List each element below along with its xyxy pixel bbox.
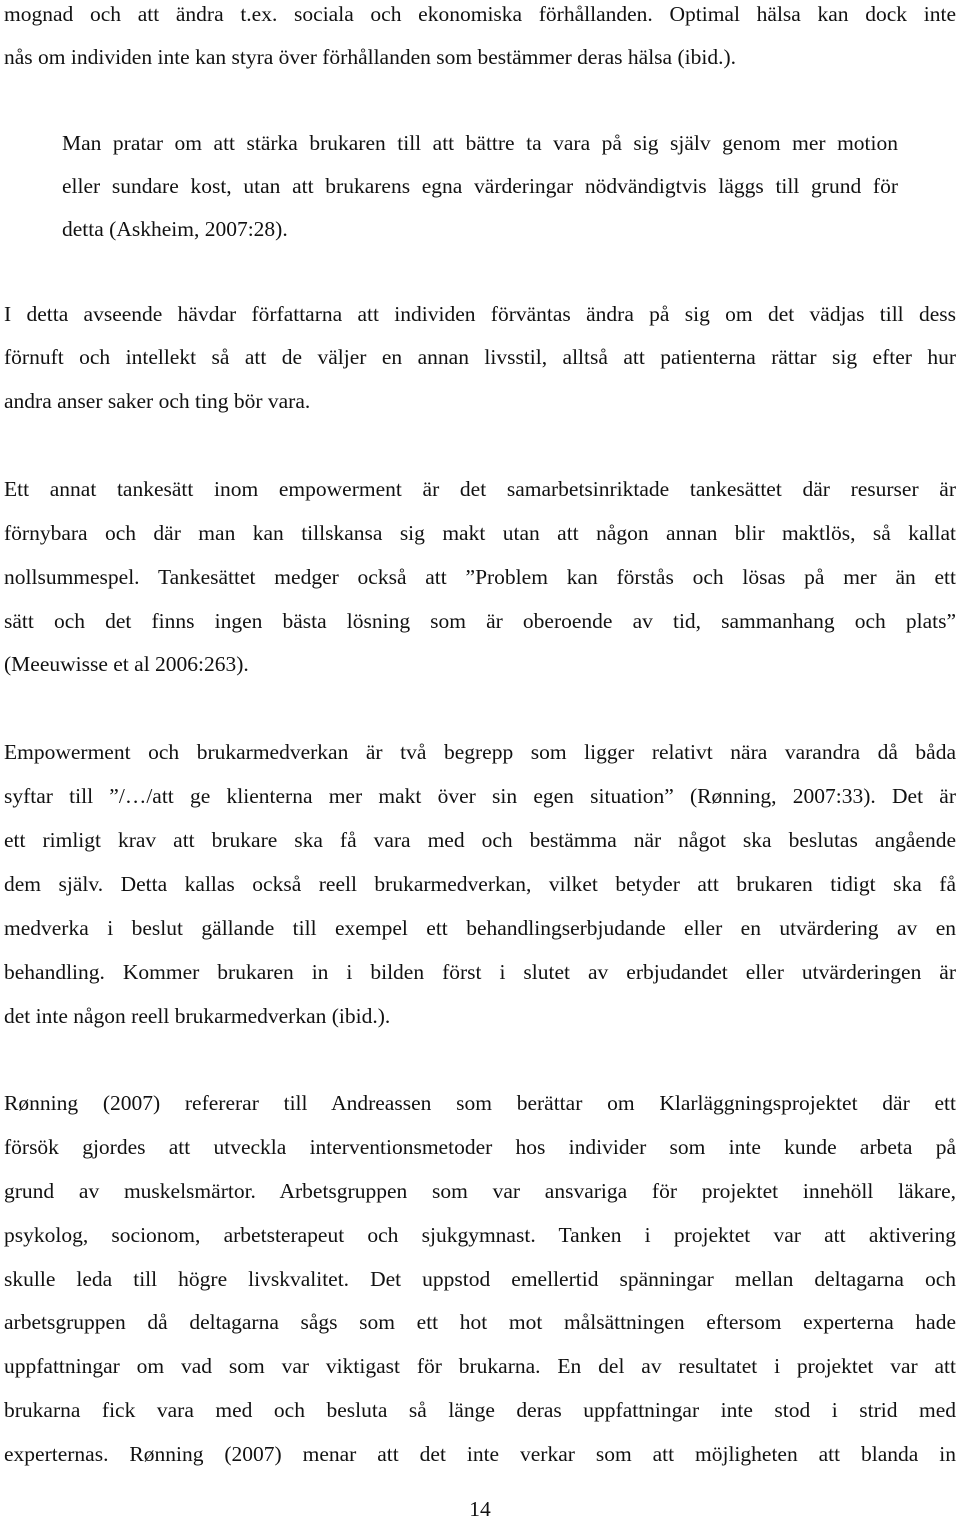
quote-line-2: eller sundare kost, utan att brukarens egna värderingar nödvändigtvis läggs till grund för (62, 174, 898, 198)
paragraph-4-line-4: dem själv. Detta kallas också reell brukarmedverkan, vilket betyder att brukaren tidigt ska få (4, 872, 956, 896)
paragraph-3-line-2: förnybara och där man kan tillskansa sig makt utan att någon annan blir maktlös, så kallat (4, 521, 956, 545)
paragraph-4-line-1: Empowerment och brukarmedverkan är två begrepp som ligger relativt nära varandra då båda (4, 740, 956, 764)
paragraph-2-line-2: förnuft och intellekt så att de väljer en annan livsstil, alltså att patienterna rättar sig efter hur (4, 345, 956, 369)
quote-line-3: detta (Askheim, 2007:28). (62, 217, 288, 241)
paragraph-5-line-2: försök gjordes att utveckla interventionsmetoder hos individer som inte kunde arbeta på (4, 1135, 956, 1159)
quote-line-1: Man pratar om att stärka brukaren till att bättre ta vara på sig själv genom mer motion (62, 131, 898, 155)
paragraph-2-line-1: I detta avseende hävdar författarna att individen förväntas ändra på sig om det vädjas till dess (4, 302, 956, 326)
paragraph-5-line-3: grund av muskelsmärtor. Arbetsgruppen som var ansvariga för projektet innehöll läkare, (4, 1179, 956, 1203)
paragraph-5-line-7: uppfattningar om vad som var viktigast för brukarna. En del av resultatet i projektet var att (4, 1354, 956, 1378)
paragraph-3-line-1: Ett annat tankesätt inom empowerment är det samarbetsinriktade tankesättet där resurser är (4, 477, 956, 501)
paragraph-1-line-1: mognad och att ändra t.ex. sociala och ekonomiska förhållanden. Optimal hälsa kan dock inte (4, 2, 956, 26)
paragraph-2-line-3: andra anser saker och ting bör vara. (4, 389, 311, 413)
paragraph-4-line-7: det inte någon reell brukarmedverkan (ibid.). (4, 1004, 391, 1028)
paragraph-5-line-6: arbetsgruppen då deltagarna sågs som ett hot mot målsättningen eftersom experterna hade (4, 1310, 956, 1334)
paragraph-4-line-2: syftar till ”/…/att ge klienterna mer makt över sin egen situation” (Rønning, 2007:33). Det är (4, 784, 956, 808)
paragraph-5-line-9: experternas. Rønning (2007) menar att det inte verkar som att möjligheten att blanda in (4, 1442, 956, 1466)
paragraph-5-line-4: psykolog, socionom, arbetsterapeut och sjukgymnast. Tanken i projektet var att aktivering (4, 1223, 956, 1247)
paragraph-3-line-4: sätt och det finns ingen bästa lösning som är oberoende av tid, sammanhang och plats” (4, 609, 956, 633)
paragraph-5-line-1: Rønning (2007) refererar till Andreassen som berättar om Klarläggningsprojektet där ett (4, 1091, 956, 1115)
paragraph-3-line-5: (Meeuwisse et al 2006:263). (4, 652, 249, 676)
paragraph-4-line-6: behandling. Kommer brukaren in i bilden först i slutet av erbjudandet eller utvärderingen är (4, 960, 956, 984)
paragraph-5-line-8: brukarna fick vara med och besluta så länge deras uppfattningar inte stod i strid med (4, 1398, 956, 1422)
page-number: 14 (469, 1497, 491, 1521)
paragraph-4-line-5: medverka i beslut gällande till exempel ett behandlingserbjudande eller en utvärdering av en (4, 916, 956, 940)
paragraph-1-line-2: nås om individen inte kan styra över förhållanden som bestämmer deras hälsa (ibid.). (4, 45, 736, 69)
paragraph-5-line-5: skulle leda till högre livskvalitet. Det uppstod emellertid spänningar mellan deltagarna och (4, 1267, 956, 1291)
paragraph-4-line-3: ett rimligt krav att brukare ska få vara med och bestämma när något ska beslutas angående (4, 828, 956, 852)
paragraph-3-line-3: nollsummespel. Tankesättet medger också att ”Problem kan förstås och lösas på mer än ett (4, 565, 956, 589)
